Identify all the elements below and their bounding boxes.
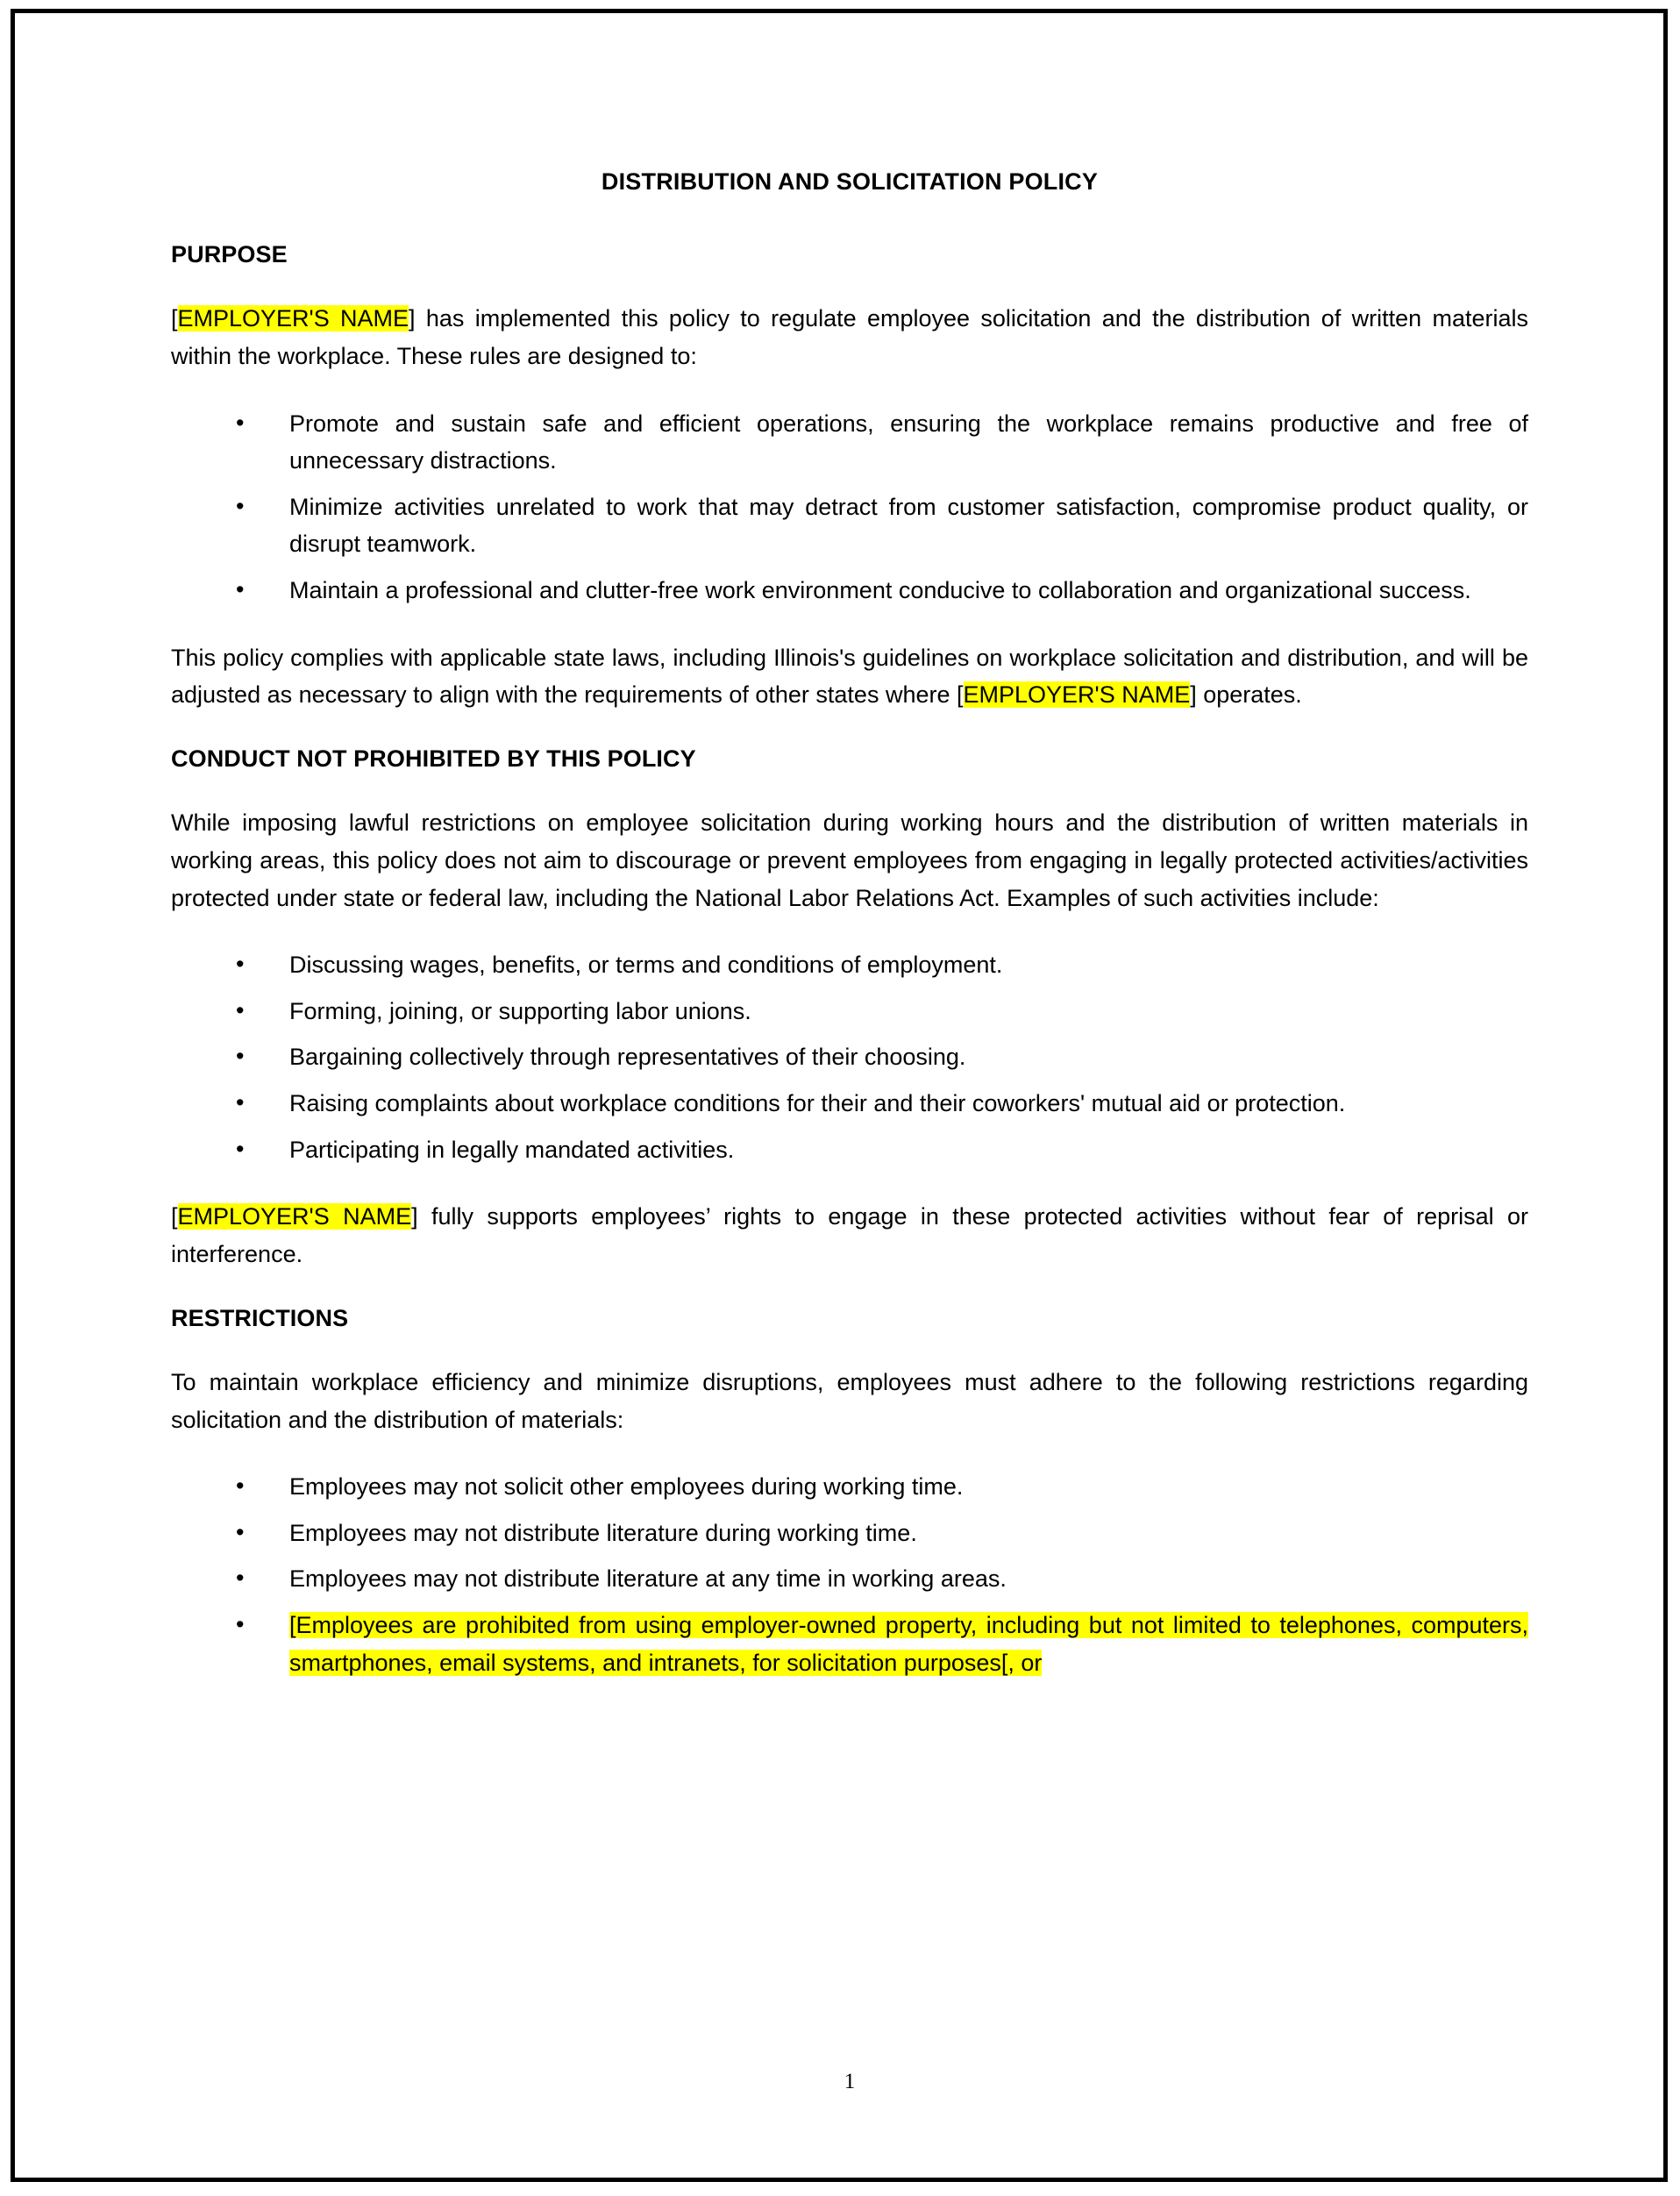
purpose-bullet-list (171, 405, 1528, 610)
employer-name-placeholder: EMPLOYER'S NAME (963, 681, 1191, 709)
purpose-closing-tail: ] operates. (1190, 681, 1302, 709)
conduct-closing-paragraph (171, 1198, 1528, 1273)
section-heading-restrictions: RESTRICTIONS (171, 1304, 349, 1331)
list-item: • Raising complaints about workplace conditions for their and their coworkers' mutual aid or protection. (171, 1085, 1528, 1123)
list-item: • Participating in legally mandated activities. (171, 1131, 1528, 1169)
conduct-bullet-list (171, 946, 1528, 1168)
section-heading-conduct-not-prohibited: CONDUCT NOT PROHIBITED BY THIS POLICY (171, 745, 696, 773)
purpose-closing-paragraph (171, 639, 1528, 714)
list-item-highlighted (171, 1607, 1528, 1681)
list-item: • Minimize activities unrelated to work that may detract from customer satisfaction, compromise product quality, or disrupt teamwork. (171, 488, 1528, 563)
page-title: DISTRIBUTION AND SOLICITATION POLICY (601, 168, 1099, 195)
document-body (171, 167, 1528, 2093)
highlighted-restriction-text: [Employees are prohibited from using employer-owned property, including but not limited to telephones, computers, smartphones, email systems, and intranets, for solicitation purposes[, or (289, 1612, 1528, 1676)
bracket-open: [ (171, 305, 178, 332)
list-item: • Employees may not distribute literature during working time. (171, 1515, 1528, 1552)
restrictions-intro-paragraph: To maintain workplace efficiency and minimize disruptions, employees must adhere to the following restrictions regarding solicitation and the distribution of materials: (171, 1368, 1528, 1433)
list-item: • Discussing wages, benefits, or terms and conditions of employment. (171, 946, 1528, 984)
list-item: • Employees may not distribute literature at any time in working areas. (171, 1560, 1528, 1598)
employer-name-placeholder: EMPLOYER'S NAME (177, 305, 409, 332)
list-item: • Employees may not solicit other employees during working time. (171, 1468, 1528, 1506)
page-number: 1 (844, 2070, 856, 2093)
restrictions-bullet-list (171, 1468, 1528, 1681)
conduct-intro-paragraph: While imposing lawful restrictions on employee solicitation during working hours and the distribution of written materials in working areas, this policy does not aim to discourage or prevent employees from engaging in legally protected activities/activities protected under state or federal law, including the National Labor Relations Act. Examples of such activities include: (171, 809, 1528, 911)
bracket-open: [ (171, 1203, 178, 1230)
employer-name-placeholder: EMPLOYER'S NAME (177, 1203, 412, 1230)
purpose-intro-text: ] has implemented this policy to regulate employee solicitation and the distribution of written materials within the workplace. These rules are designed to: (171, 305, 1528, 369)
purpose-intro-paragraph (171, 300, 1528, 374)
purpose-closing-text: This policy complies with applicable state laws, including Illinois's guidelines on workplace solicitation and distribution, and will be adjusted as necessary to align with the requirements of other states where [ (171, 644, 1528, 709)
list-item: • Promote and sustain safe and efficient operations, ensuring the workplace remains productive and free of unnecessary distractions. (171, 405, 1528, 480)
conduct-closing-text: ] fully supports employees’ rights to engage in these protected activities without fear of reprisal or interference. (171, 1203, 1528, 1268)
section-heading-purpose: PURPOSE (171, 241, 288, 268)
list-item: • Maintain a professional and clutter-free work environment conducive to collaboration and organizational success. (171, 572, 1528, 610)
list-item: • Bargaining collectively through representatives of their choosing. (171, 1038, 1528, 1076)
document-page (11, 9, 1668, 2182)
list-item: • Forming, joining, or supporting labor unions. (171, 993, 1528, 1030)
